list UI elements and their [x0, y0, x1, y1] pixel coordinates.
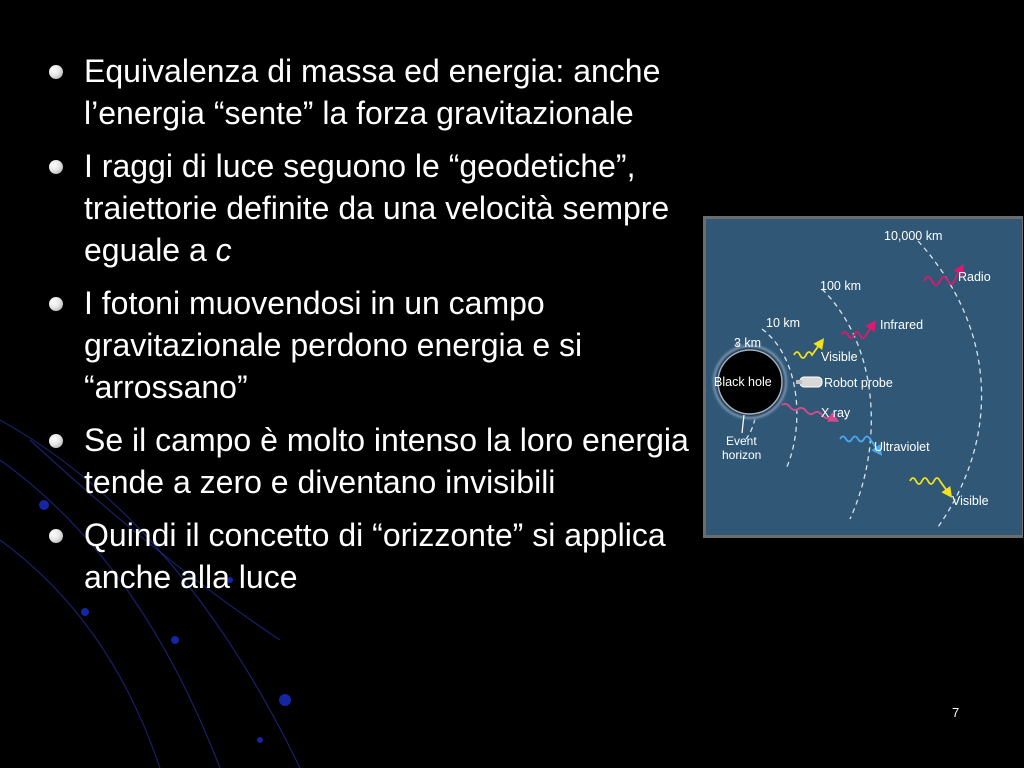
bullet-item	[44, 419, 704, 503]
bullet-dot-icon	[49, 297, 63, 311]
diagram-panel	[706, 219, 1022, 535]
bullet-text: I fotoni muovendosi in un campo gravitazionale perdono energia e si “arrossano”	[84, 285, 583, 405]
event-horizon-label: Event	[726, 434, 757, 448]
bullet-list	[44, 50, 704, 598]
visible-far-label: Visible	[952, 494, 989, 508]
infrared-wave	[842, 323, 874, 338]
event-horizon-label: horizon	[722, 448, 762, 462]
distance-label-10km: 10 km	[766, 316, 801, 330]
distance-label-10000km: 10,000 km	[884, 229, 943, 243]
bullet-text: Equivalenza di massa ed energia: anche l’energia “sente” la forza gravitazionale	[84, 53, 661, 131]
bullet-item	[44, 145, 704, 271]
bullet-item	[44, 282, 704, 408]
black-hole-diagram	[703, 216, 1023, 538]
speed-of-light-variable: c	[215, 232, 232, 268]
robot-probe-label: Robot probe	[824, 376, 893, 390]
black-hole-label: Black hole	[714, 375, 772, 389]
bullet-item	[44, 50, 704, 134]
bullet-dot-icon	[49, 65, 63, 79]
ultraviolet-label: Ultraviolet	[874, 440, 930, 454]
robot-probe-icon	[796, 377, 822, 387]
distance-label-100km: 100 km	[820, 279, 861, 293]
arc-100km	[822, 289, 871, 519]
infrared-label: Infrared	[880, 318, 924, 332]
bullet-item	[44, 514, 704, 598]
xray-label: X ray	[821, 406, 851, 420]
visible-near-label: Visible	[821, 350, 858, 364]
bullet-text: Quindi il concetto di “orizzonte” si applica anche alla luce	[84, 517, 666, 595]
distance-label-3km: 3 km	[734, 336, 762, 350]
slide-number: 7	[952, 705, 960, 720]
bullet-text: I raggi di luce seguono le “geodetiche”, traiettorie definite da una velocità sempre eguale a	[84, 148, 670, 268]
bullet-dot-icon	[49, 529, 63, 543]
diagram-svg	[706, 219, 1022, 535]
bullet-dot-icon	[49, 434, 63, 448]
radio-label: Radio	[958, 270, 991, 284]
visible-far-wave	[910, 478, 950, 495]
radio-wave	[924, 267, 962, 285]
bullet-text: Se il campo è molto intenso la loro energia tende a zero e diventano invisibili	[84, 422, 689, 500]
visible-near-wave	[794, 341, 822, 358]
bullet-dot-icon	[49, 160, 63, 174]
